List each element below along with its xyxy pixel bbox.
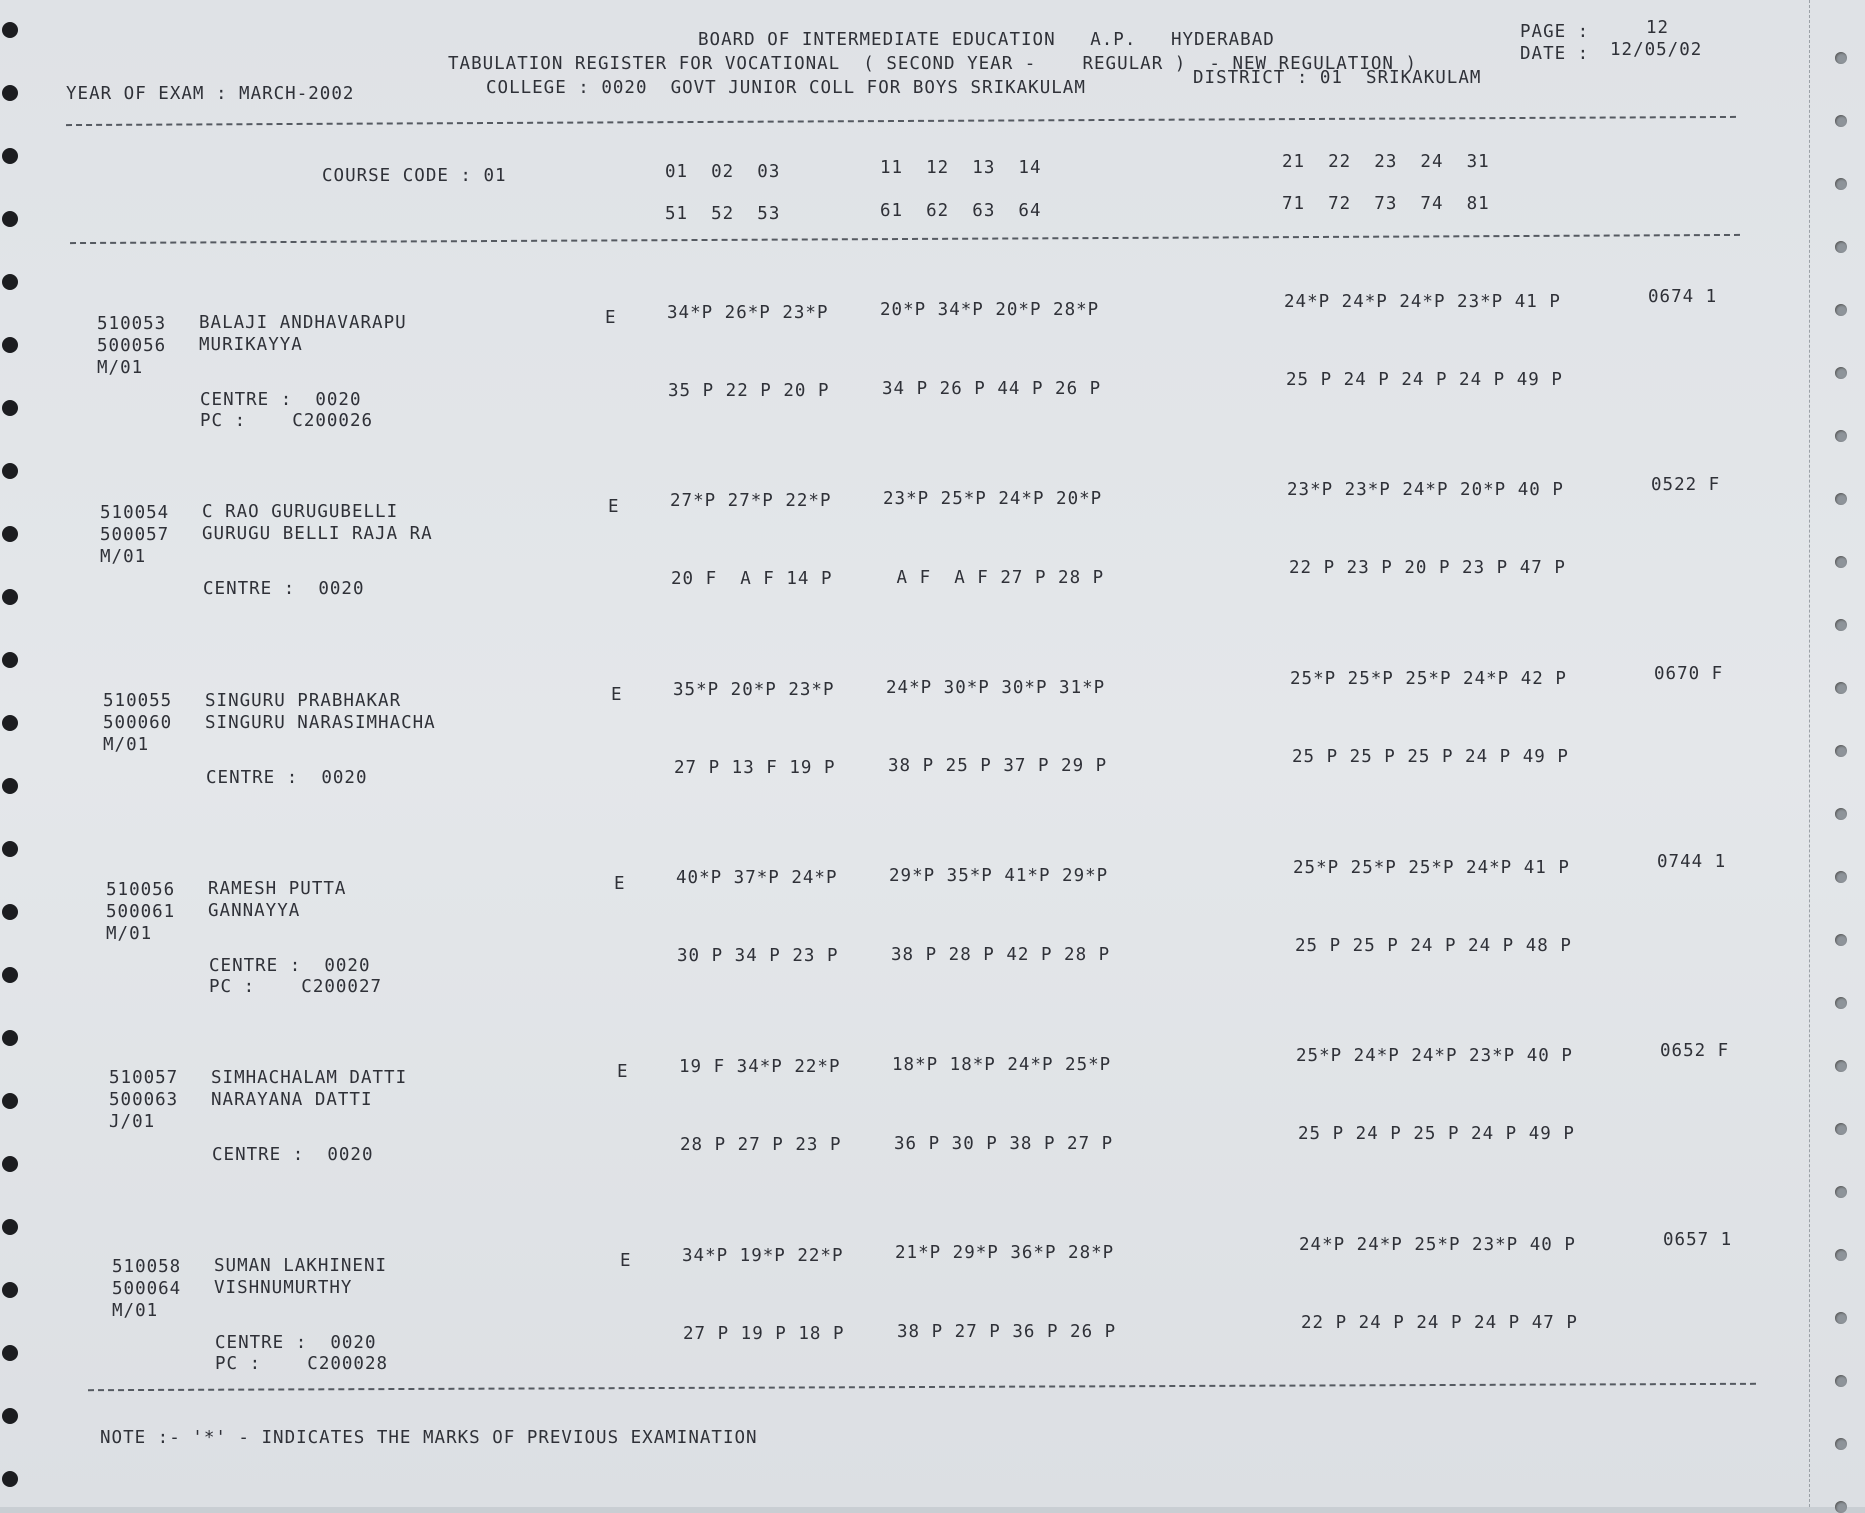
father-name: GANNAYYA [208, 901, 301, 921]
course-code-label: COURSE CODE : 01 [322, 166, 507, 186]
marks-row1-group1: 27*P 27*P 22*P [670, 491, 832, 511]
sex-group: M/01 [106, 924, 153, 944]
sex-group: M/01 [100, 547, 147, 567]
feed-hole [1835, 115, 1847, 127]
centre-code: CENTRE : 0020 [203, 579, 365, 599]
father-name: SINGURU NARASIMHACHA [205, 713, 436, 733]
medium: E [611, 685, 623, 705]
feed-hole [1835, 430, 1847, 442]
feed-hole [2, 904, 18, 920]
feed-hole [2, 967, 18, 983]
feed-hole [2, 1093, 18, 1109]
footer-rule [88, 1383, 1756, 1391]
marks-row1-group1: 40*P 37*P 24*P [676, 868, 838, 888]
marks-row2-group2: 38 P 27 P 36 P 26 P [897, 1322, 1117, 1342]
feed-hole [1835, 1123, 1847, 1135]
marks-row2-group3: 22 P 24 P 24 P 24 P 47 P [1301, 1313, 1578, 1333]
father-name: VISHNUMURTHY [214, 1278, 353, 1298]
registration-no: 500056 [97, 336, 167, 356]
feed-hole [2, 148, 18, 164]
medium: E [617, 1062, 629, 1082]
page-label: PAGE : [1520, 22, 1590, 42]
feed-hole [2, 652, 18, 668]
feed-hole [1835, 745, 1847, 757]
sex-group: M/01 [103, 735, 150, 755]
marks-row1-group3: 24*P 24*P 24*P 23*P 41 P [1284, 292, 1561, 312]
feed-hole [1835, 1186, 1847, 1198]
feed-hole [1835, 1438, 1847, 1450]
feed-hole [2, 589, 18, 605]
marks-row1-group1: 34*P 26*P 23*P [667, 303, 829, 323]
student-name: RAMESH PUTTA [208, 879, 347, 899]
total-and-result: 0670 F [1654, 664, 1724, 684]
student-name: SIMHACHALAM DATTI [211, 1068, 408, 1088]
pc-code: PC : C200026 [200, 411, 374, 431]
footnote: NOTE :- '*' - INDICATES THE MARKS OF PREVIOUS EXAMINATION [100, 1428, 758, 1448]
feed-hole [2, 526, 18, 542]
feed-hole [1835, 1501, 1847, 1513]
marks-row2-group3: 25 P 25 P 25 P 24 P 49 P [1292, 747, 1569, 767]
feed-hole [2, 841, 18, 857]
feed-hole [1835, 241, 1847, 253]
marks-row2-group3: 25 P 24 P 25 P 24 P 49 P [1298, 1124, 1575, 1144]
registration-no: 500063 [109, 1090, 179, 1110]
district-info: DISTRICT : 01 SRIKAKULAM [1193, 68, 1482, 88]
college-info: COLLEGE : 0020 GOVT JUNIOR COLL FOR BOYS SRIKAKULAM [486, 78, 1086, 98]
feed-hole [1835, 808, 1847, 820]
marks-row2-group2: 34 P 26 P 44 P 26 P [882, 379, 1102, 399]
feed-hole [2, 1345, 18, 1361]
marks-row2-group1: 35 P 22 P 20 P [668, 381, 830, 401]
year-of-exam: YEAR OF EXAM : MARCH-2002 [66, 84, 355, 104]
print-date: 12/05/02 [1610, 40, 1703, 60]
student-name: SINGURU PRABHAKAR [205, 691, 402, 711]
father-name: GURUGU BELLI RAJA RA [202, 524, 433, 544]
feed-hole [1835, 556, 1847, 568]
marks-row2-group3: 25 P 25 P 24 P 24 P 48 P [1295, 936, 1572, 956]
feed-hole [1835, 1249, 1847, 1261]
centre-code: CENTRE : 0020 [209, 956, 371, 976]
feed-hole [2, 715, 18, 731]
marks-row1-group1: 35*P 20*P 23*P [673, 680, 835, 700]
marks-row1-group2: 24*P 30*P 30*P 31*P [886, 678, 1106, 698]
feed-hole [1835, 304, 1847, 316]
hall-ticket-no: 510057 [109, 1068, 179, 1088]
feed-hole [1835, 997, 1847, 1009]
marks-row2-group2: 38 P 25 P 37 P 29 P [888, 756, 1108, 776]
feed-hole [1835, 1375, 1847, 1387]
centre-code: CENTRE : 0020 [215, 1333, 377, 1353]
marks-row1-group2: 18*P 18*P 24*P 25*P [892, 1055, 1112, 1075]
marks-row1-group2: 29*P 35*P 41*P 29*P [889, 866, 1109, 886]
feed-hole [1835, 934, 1847, 946]
subject-codes-row2-a: 51 52 53 [665, 204, 781, 224]
student-name: SUMAN LAKHINENI [214, 1256, 388, 1276]
total-and-result: 0744 1 [1657, 852, 1727, 872]
subject-codes-row2-c: 71 72 73 74 81 [1282, 194, 1490, 214]
feed-hole [1835, 1060, 1847, 1072]
marks-row2-group1: 20 F A F 14 P [671, 569, 833, 589]
pc-code: PC : C200027 [209, 977, 383, 997]
marks-row2-group3: 25 P 24 P 24 P 24 P 49 P [1286, 370, 1563, 390]
subject-codes-row2-b: 61 62 63 64 [880, 201, 1042, 221]
feed-hole [2, 1156, 18, 1172]
medium: E [614, 874, 626, 894]
feed-hole [1835, 871, 1847, 883]
marks-row1-group2: 21*P 29*P 36*P 28*P [895, 1243, 1115, 1263]
feed-hole [2, 274, 18, 290]
feed-hole [2, 337, 18, 353]
centre-code: CENTRE : 0020 [200, 390, 362, 410]
student-name: C RAO GURUGUBELLI [202, 502, 399, 522]
medium: E [608, 497, 620, 517]
hall-ticket-no: 510058 [112, 1257, 182, 1277]
registration-no: 500064 [112, 1279, 182, 1299]
marks-row1-group1: 19 F 34*P 22*P [679, 1057, 841, 1077]
student-name: BALAJI ANDHAVARAPU [199, 313, 407, 333]
father-name: MURIKAYYA [199, 335, 303, 355]
feed-hole [1835, 367, 1847, 379]
subject-codes-row1-a: 01 02 03 [665, 162, 781, 182]
feed-hole [2, 211, 18, 227]
total-and-result: 0657 1 [1663, 1230, 1733, 1250]
feed-hole [1835, 178, 1847, 190]
marks-row2-group1: 27 P 19 P 18 P [683, 1324, 845, 1344]
page-number: 12 [1646, 18, 1670, 38]
feed-hole [2, 463, 18, 479]
marks-row1-group2: 20*P 34*P 20*P 28*P [880, 300, 1100, 320]
registration-no: 500061 [106, 902, 176, 922]
date-label: DATE : [1520, 44, 1590, 64]
hall-ticket-no: 510054 [100, 503, 170, 523]
total-and-result: 0522 F [1651, 475, 1721, 495]
feed-hole [2, 85, 18, 101]
header-rule-bottom [70, 234, 1740, 244]
registration-no: 500060 [103, 713, 173, 733]
pc-code: PC : C200028 [215, 1354, 389, 1374]
centre-code: CENTRE : 0020 [212, 1145, 374, 1165]
feed-hole [2, 1471, 18, 1487]
total-and-result: 0652 F [1660, 1041, 1730, 1061]
feed-hole [1835, 1312, 1847, 1324]
subject-codes-row1-c: 21 22 23 24 31 [1282, 152, 1490, 172]
hall-ticket-no: 510053 [97, 314, 167, 334]
feed-hole [2, 1408, 18, 1424]
marks-row1-group1: 34*P 19*P 22*P [682, 1246, 844, 1266]
marks-row2-group2: 36 P 30 P 38 P 27 P [894, 1134, 1114, 1154]
sex-group: J/01 [109, 1112, 156, 1132]
marks-row1-group2: 23*P 25*P 24*P 20*P [883, 489, 1103, 509]
hall-ticket-no: 510056 [106, 880, 176, 900]
header-rule-top [66, 116, 1736, 126]
right-tractor-strip [1805, 0, 1865, 1507]
marks-row2-group1: 28 P 27 P 23 P [680, 1135, 842, 1155]
feed-hole [2, 400, 18, 416]
feed-hole [2, 1282, 18, 1298]
feed-hole [1835, 52, 1847, 64]
feed-hole [2, 1219, 18, 1235]
medium: E [605, 308, 617, 328]
board-title: BOARD OF INTERMEDIATE EDUCATION A.P. HYDERABAD [698, 30, 1275, 50]
marks-row1-group3: 25*P 25*P 25*P 24*P 42 P [1290, 669, 1567, 689]
total-and-result: 0674 1 [1648, 287, 1718, 307]
hall-ticket-no: 510055 [103, 691, 173, 711]
sex-group: M/01 [112, 1301, 159, 1321]
feed-hole [1835, 682, 1847, 694]
marks-row2-group1: 30 P 34 P 23 P [677, 946, 839, 966]
marks-row2-group2: 38 P 28 P 42 P 28 P [891, 945, 1111, 965]
marks-row1-group3: 25*P 25*P 25*P 24*P 41 P [1293, 858, 1570, 878]
centre-code: CENTRE : 0020 [206, 768, 368, 788]
marks-row2-group2: A F A F 27 P 28 P [885, 568, 1105, 588]
feed-hole [2, 1030, 18, 1046]
left-tractor-strip [0, 0, 40, 1507]
feed-hole [1835, 619, 1847, 631]
marks-row2-group1: 27 P 13 F 19 P [674, 758, 836, 778]
feed-hole [2, 22, 18, 38]
feed-hole [1835, 493, 1847, 505]
sex-group: M/01 [97, 358, 144, 378]
marks-row2-group3: 22 P 23 P 20 P 23 P 47 P [1289, 558, 1566, 578]
marks-row1-group3: 24*P 24*P 25*P 23*P 40 P [1299, 1235, 1576, 1255]
marks-row1-group3: 23*P 23*P 24*P 20*P 40 P [1287, 480, 1564, 500]
subject-codes-row1-b: 11 12 13 14 [880, 158, 1042, 178]
feed-hole [2, 778, 18, 794]
medium: E [620, 1251, 632, 1271]
registration-no: 500057 [100, 525, 170, 545]
father-name: NARAYANA DATTI [211, 1090, 373, 1110]
marks-row1-group3: 25*P 24*P 24*P 23*P 40 P [1296, 1046, 1573, 1066]
register-title: TABULATION REGISTER FOR VOCATIONAL ( SECOND YEAR - REGULAR ) - NEW REGULATION ) [448, 54, 1418, 74]
